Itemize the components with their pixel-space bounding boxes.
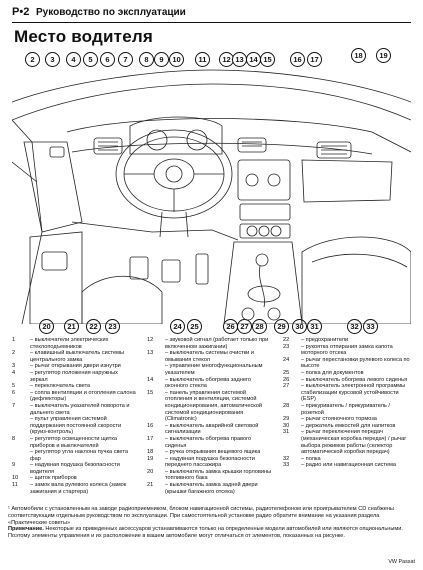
page-header [12, 8, 411, 23]
legend-item [147, 363, 272, 376]
legend-number: 33 [283, 462, 290, 469]
legend-number: 22 [283, 337, 290, 343]
callout-23: 23 [105, 319, 120, 334]
callout-10: 10 [169, 52, 184, 67]
legend-item [283, 429, 411, 455]
callout-2: 2 [25, 52, 40, 67]
legend-item [147, 350, 272, 363]
legend-number: 27 [283, 383, 290, 390]
legend-text: – выключатель указателей поворота и дальнего света [30, 402, 130, 416]
legend-text: – выключатель системы очистки и омывания стекол [165, 350, 254, 363]
legend-number: 21 [147, 482, 154, 489]
legend-text: – пульт управления системой поддержания постоянной скорости (круиз-контроль) [30, 416, 122, 436]
callout-33: 33 [363, 319, 378, 334]
callout-17: 17 [307, 52, 322, 67]
callout-11: 11 [195, 52, 210, 67]
legend-number: 2 [12, 350, 16, 357]
callout-8: 8 [139, 52, 154, 67]
legend-text: – выключатель замка задней двери (крышки багажного отсека) [165, 482, 258, 495]
legend-text: – выключатель электронной программы стабилизации курсовой устойчивости (ESP) [301, 383, 406, 403]
footer-label: VW Passat [388, 559, 415, 565]
callout-15: 15 [260, 52, 275, 67]
callout-9: 9 [154, 52, 169, 67]
legend-number: 9 [12, 462, 16, 469]
legend-text: – держатель емкостей для напитков [301, 422, 396, 429]
legend-number [12, 449, 30, 462]
legend-text: – радио или навигационная система [301, 462, 396, 469]
legend-item [12, 383, 137, 390]
legend-column-1 [12, 337, 137, 495]
callout-25: 25 [187, 319, 202, 334]
legend-text: – надувная подушка безопасности переднего пассажира [165, 455, 255, 469]
legend-number: 10 [12, 475, 19, 482]
legend-column-3 [283, 337, 411, 469]
legend-text: – рукоятка отпирания замка капота моторного отсека [301, 343, 393, 357]
legend-text: – полка для документов [301, 369, 364, 376]
legend-number: 18 [147, 449, 154, 456]
legend-item [12, 475, 137, 482]
legend-number: 4 [12, 369, 16, 376]
legend-item [283, 403, 411, 416]
callout-26: 26 [223, 319, 238, 334]
legend-text: – рычаг перестановки рулевого колеса по высоте [301, 356, 410, 370]
legend-text: – клавишный выключатель системы центрального замка [30, 350, 125, 363]
callout-32: 32 [347, 319, 362, 334]
legend-text: – регулятор освещенности щитка приборов и выключателей [30, 435, 118, 449]
callout-28: 28 [252, 319, 267, 334]
legend-text: – рычаг стояночного тормоза [301, 416, 377, 423]
legend-item [283, 357, 411, 370]
callout-5: 5 [83, 52, 98, 67]
legend-text: – сопла вентиляции и отопления салона (дефлекторы) [30, 389, 136, 403]
section-title: Место водителя [14, 27, 153, 46]
legend-item [147, 449, 272, 456]
legend-text: – переключатель света [30, 383, 91, 390]
callout-29: 29 [274, 319, 289, 334]
legend-text: – замок вала рулевого колеса (замок зажигания и стартера) [30, 482, 127, 495]
note [8, 526, 416, 540]
legend-text: – выключатели электрических стеклоподъемников [30, 337, 109, 350]
callout-13: 13 [232, 52, 247, 67]
legend-text: – звуковой сигнал (работает только при включенном зажигании) [165, 337, 269, 350]
legend-text: – панель управления системой отопления и вентиляции, системой кондиционирования, автоматической системой кондиционирования (Climatronic) [165, 389, 263, 423]
legend-number [147, 363, 165, 376]
dashboard-illustration [12, 62, 411, 324]
legend-item [12, 436, 137, 449]
legend-item [12, 416, 137, 436]
legend-text: – выключатель аварийной световой сигнализации [165, 422, 259, 436]
legend-item [147, 469, 272, 482]
legend-number: 23 [283, 343, 290, 350]
legend-number [12, 416, 30, 436]
legend-number: 32 [283, 455, 290, 462]
legend-item [283, 456, 411, 463]
legend-text: – предохранители [301, 337, 349, 343]
legend-item [147, 377, 272, 390]
legend-item [12, 337, 137, 350]
legend-number: 25 [283, 369, 290, 376]
legend-item [12, 370, 137, 383]
callout-24: 24 [170, 319, 185, 334]
legend-number: 7 [12, 402, 16, 409]
legend-number: 3 [12, 363, 16, 370]
legend-text: – ручка открывания вещевого ящика [165, 449, 261, 456]
callout-30: 30 [292, 319, 307, 334]
legend-item [283, 462, 411, 469]
legend-number: 19 [147, 455, 154, 462]
legend-number: 8 [12, 435, 16, 442]
legend-item [12, 403, 137, 416]
legend-item [12, 363, 137, 370]
legend-item [147, 390, 272, 423]
legend-text: – щиток приборов [30, 475, 77, 482]
legend-number: 31 [283, 429, 290, 436]
legend-text: – рычаг переключения передач (механическая коробка передач) / рычаг выбора режимов работы (селектор автоматической коробки передач) [301, 429, 407, 456]
legend-text: – надувная подушка безопасности водителя [30, 462, 120, 475]
legend-item [147, 436, 272, 449]
legend-number: 14 [147, 376, 154, 383]
callout-4: 4 [66, 52, 81, 67]
legend-text: – управление многофункциональным указателем [165, 363, 263, 376]
legend-item [283, 344, 411, 357]
legend-text: – прикуриватель / прикуриватель / розеткой [301, 402, 390, 416]
page-number: P•2 [12, 6, 30, 18]
legend-number: 6 [12, 389, 16, 396]
footnote-text: ¹ Автомобили с установленным на заводе радиоприемником, блоком навигационной системы, радиотелефоном или проигрывателем CD снабжены соответствующим отдельным руководством по эксплуатации. При самостоятельной установке радио обратите внимание на указания раздела «Практические советы» [8, 506, 394, 526]
legend-number: 11 [12, 482, 18, 489]
legend-item [283, 370, 411, 377]
legend-text: – регулятор угла наклона пучка света фар [30, 449, 128, 462]
legend-item [147, 423, 272, 436]
legend-text: – регулятор положения наружных зеркал [30, 369, 118, 383]
legend-item [12, 350, 137, 363]
legend-number: 24 [283, 356, 290, 363]
legend-item [147, 482, 272, 495]
callout-27: 27 [237, 319, 252, 334]
callout-12: 12 [219, 52, 234, 67]
legend-number: 28 [283, 402, 290, 409]
legend-text: – выключатель обогрева заднего оконного стекла [165, 376, 251, 390]
legend-text: – полка [301, 455, 321, 462]
legend-item [12, 449, 137, 462]
legend-item [283, 337, 411, 344]
callout-18: 18 [351, 48, 366, 63]
legend-item [12, 390, 137, 403]
callout-7: 7 [118, 52, 133, 67]
callout-3: 3 [45, 52, 60, 67]
legend-item [147, 337, 272, 350]
legend-item [147, 456, 272, 469]
callout-31: 31 [307, 319, 322, 334]
legend-number: 17 [147, 435, 154, 442]
callout-14: 14 [246, 52, 261, 67]
legend-text: – выключатель замка крышки горловины топливного бака [165, 468, 272, 482]
header-title: Руководство по эксплуатации [36, 7, 186, 18]
legend-number: 5 [12, 383, 16, 390]
callout-22: 22 [86, 319, 101, 334]
note-text: Некоторые из приведенных аксессуаров устанавливаются только на определенные модели автомобилей или являются опциональными. Поэтому элементы управления и их расположение в вашем автомобиле могут отличаться от элементов, показанных на рисунке. [8, 526, 403, 540]
legend-column-2 [147, 337, 272, 495]
legend-number: 26 [283, 376, 290, 383]
legend-item [12, 462, 137, 475]
note-title: Примечание. [8, 526, 44, 533]
legend-item [12, 482, 137, 495]
legend-number: 30 [283, 422, 290, 429]
legend-number: 20 [147, 468, 154, 475]
callout-6: 6 [100, 52, 115, 67]
legend-item [283, 383, 411, 403]
legend-text: – выключатель обогрева левого сиденья [301, 376, 408, 383]
callout-16: 16 [290, 52, 305, 67]
legend-number: 29 [283, 416, 290, 423]
footnote [8, 506, 416, 540]
legend-number: 1 [12, 337, 16, 343]
legend-number: 13 [147, 350, 154, 357]
callout-21: 21 [64, 319, 79, 334]
legend-item [283, 416, 411, 423]
legend-text: – выключатель обогрева правого сиденья [165, 435, 252, 449]
legend-number: 12 [147, 337, 154, 343]
legend-number: 15 [147, 389, 154, 396]
legend-number: 16 [147, 422, 154, 429]
legend-text: – рычаг открывания двери изнутри [30, 363, 121, 370]
callout-20: 20 [39, 319, 54, 334]
legend-item [283, 423, 411, 430]
callout-19: 19 [376, 48, 391, 63]
